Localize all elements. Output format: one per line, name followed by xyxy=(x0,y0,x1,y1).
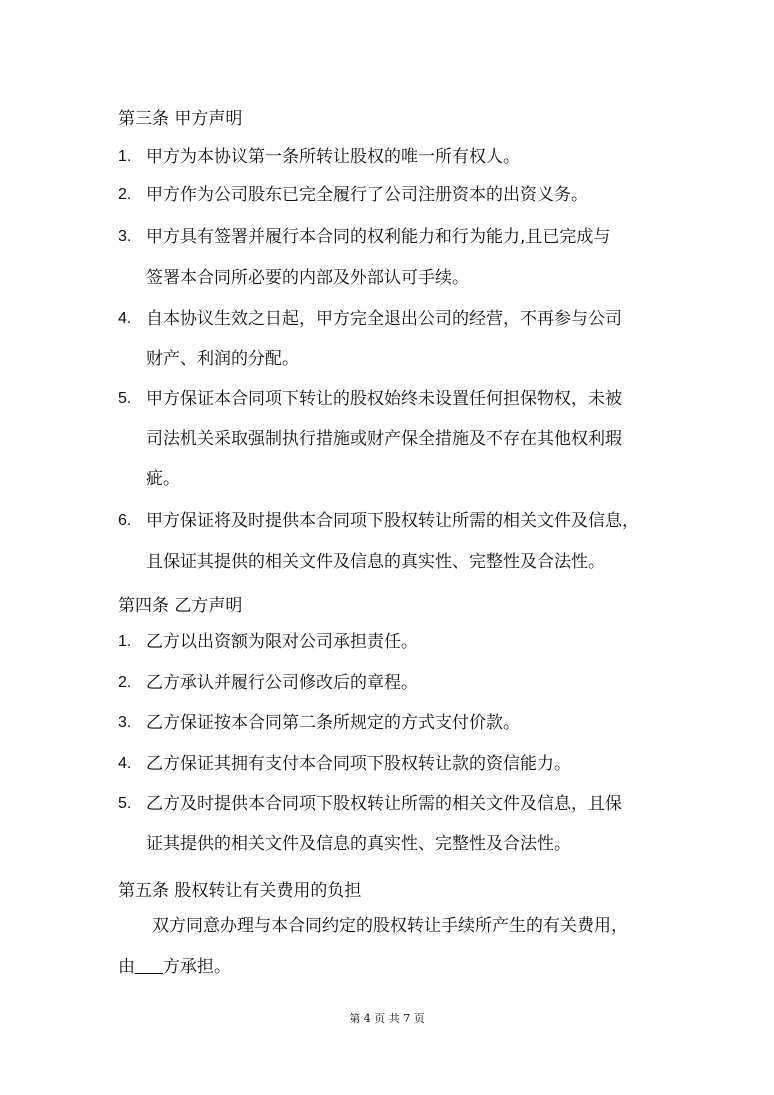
article5-paragraph-line1: 双方同意办理与本合同约定的股权转让手续所产生的有关费用， xyxy=(152,916,628,936)
item-text: 甲方作为公司股东已完全履行了公司注册资本的出资义务。 xyxy=(146,185,588,205)
item-text: 乙方保证其拥有支付本合同项下股权转让款的资信能力。 xyxy=(146,754,571,774)
item-text: 自本协议生效之日起，甲方完全退出公司的经营，不再参与公司 xyxy=(146,309,622,329)
item-number: 2. xyxy=(118,674,132,691)
item-text: 甲方保证将及时提供本合同项下股权转让所需的相关文件及信息， xyxy=(146,511,639,531)
item-text: 签署本合同所必要的内部及外部认可手续。 xyxy=(146,268,469,288)
item-text: 甲方为本协议第一条所转让股权的唯一所有权人。 xyxy=(146,147,520,167)
item-text: 财产、利润的分配。 xyxy=(146,349,299,369)
item-text: 证其提供的相关文件及信息的真实性、完整性及合法性。 xyxy=(146,834,571,854)
item-number: 5. xyxy=(118,390,132,407)
article5-paragraph-line2 xyxy=(118,957,231,977)
item-text: 甲方具有签署并履行本合同的权利能力和行为能力,且已完成与 xyxy=(146,227,611,247)
item-text: 乙方承认并履行公司修改后的章程。 xyxy=(146,673,418,693)
item-number: 6. xyxy=(118,512,132,529)
item-text: 乙方保证按本合同第二条所规定的方式支付价款。 xyxy=(146,713,520,733)
item-text: 乙方以出资额为限对公司承担责任。 xyxy=(146,632,418,652)
item-text: 疵。 xyxy=(146,469,180,489)
item-number: 1. xyxy=(118,148,132,165)
item-text: 乙方及时提供本合同项下股权转让所需的相关文件及信息，且保 xyxy=(146,794,622,814)
item-number: 3. xyxy=(118,714,132,731)
article5-heading: 第五条 股权转让有关费用的负担 xyxy=(118,881,362,901)
article4-heading: 第四条 乙方声明 xyxy=(118,596,243,616)
item-number: 5. xyxy=(118,795,132,812)
text-prefix: 由 xyxy=(118,957,135,977)
item-number: 2. xyxy=(118,186,132,203)
page-footer: 第 4 页 共 7 页 xyxy=(349,1012,425,1025)
item-text: 甲方保证本合同项下转让的股权始终未设置任何担保物权，未被 xyxy=(146,389,622,409)
item-number: 1. xyxy=(118,633,132,650)
item-text: 司法机关采取强制执行措施或财产保全措施及不存在其他权利瑕 xyxy=(146,429,622,449)
blank-underline xyxy=(135,957,163,974)
article3-heading: 第三条 甲方声明 xyxy=(118,109,243,129)
item-text: 且保证其提供的相关文件及信息的真实性、完整性及合法性。 xyxy=(146,552,605,572)
item-number: 4. xyxy=(118,310,132,327)
text-suffix: 方承担。 xyxy=(163,957,231,977)
item-number: 4. xyxy=(118,755,132,772)
item-number: 3. xyxy=(118,228,132,245)
